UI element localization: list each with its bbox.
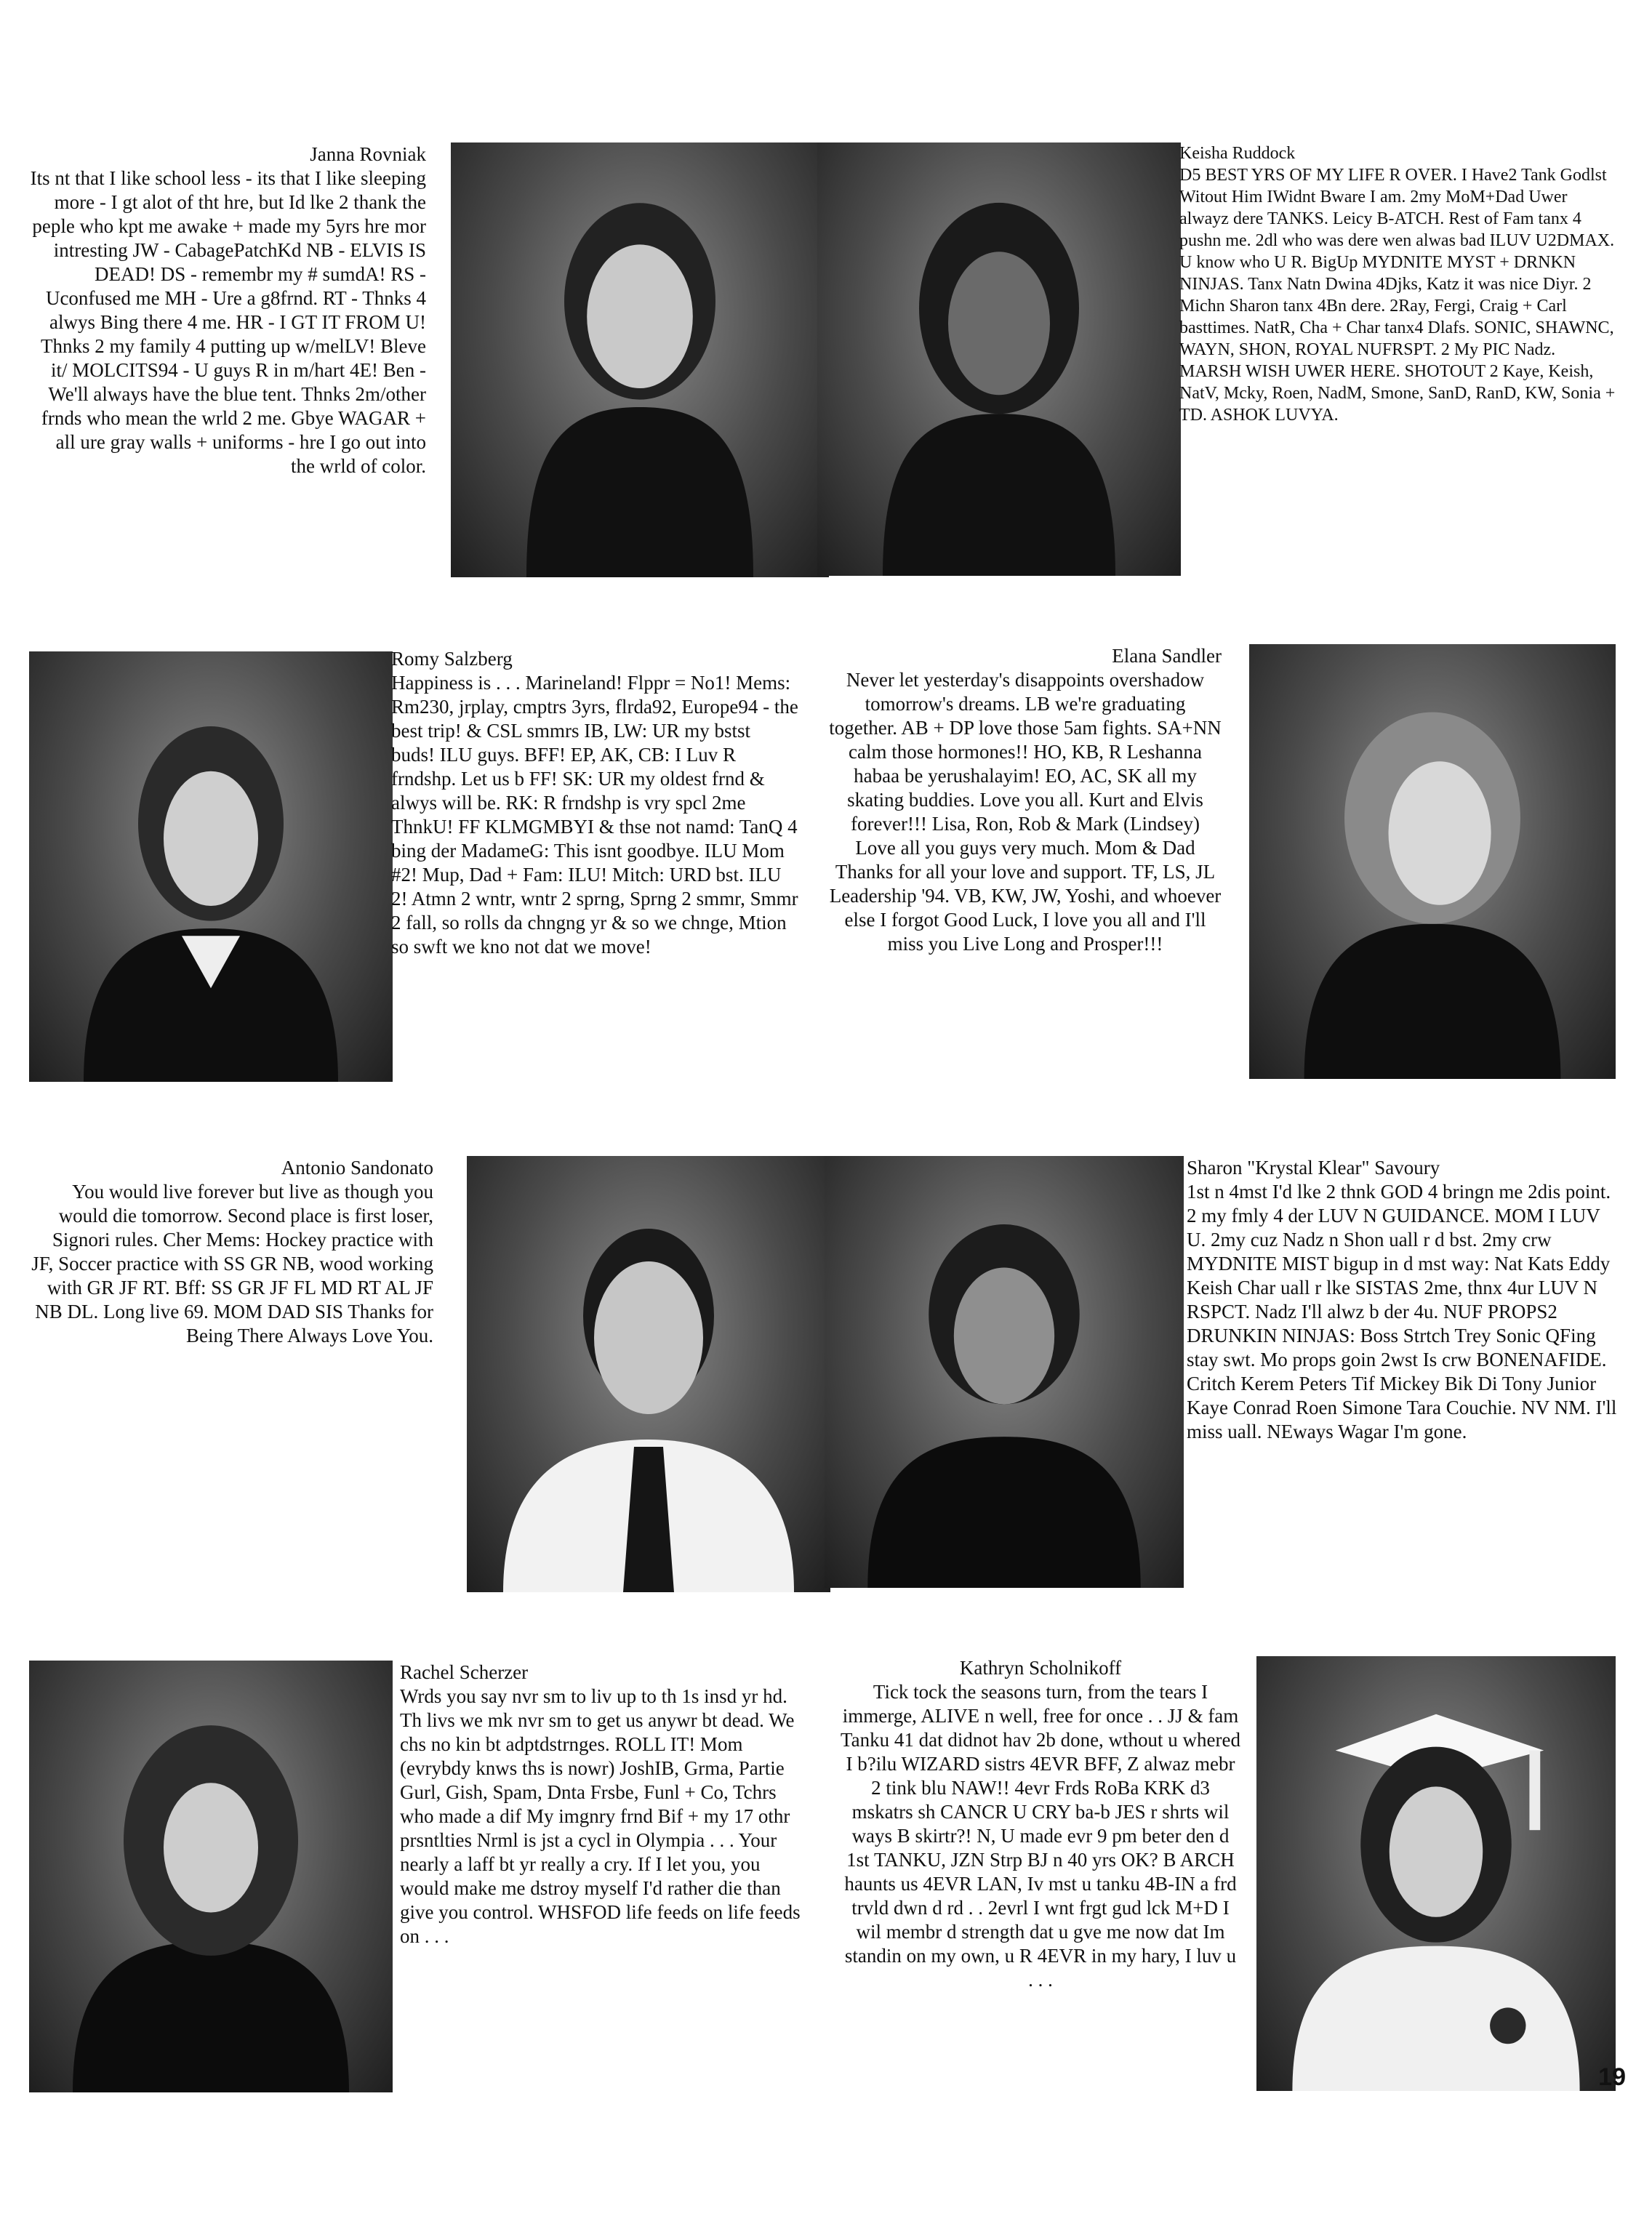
student-blurb-text: D5 BEST YRS OF MY LIFE R OVER. I Have2 Tank Godlst Witout Him IWidnt Bware I am. 2my MoM+Dad Uwer alwayz dere TANKS. Leicy B-ATCH. Rest of Fam tanx 4 pushn me. 2dl who was dere wen alwas bad ILUV U2DMAX. U know who U R. BigUp MYDNITE MYST + DRNKN NINJAS. Tanx Natn Dwina 4Djks, Katz it was nice Diyr. 2 Michn Sharon tanx 4Bn dere. 2Ray, Fergi, Craig + Carl basttimes. NatR, Cha + Char tanx4 Dlafs. SONIC, SHAWNC, WAYN, SHON, ROYAL NUFRSPT. 2 My PIC Nadz. MARSH WISH UWER HERE. SHOTOUT 2 Kaye, Keish, NatV, Mcky, Roen, NadM, Smone, SanD, RanD, KW, Sonia + TD. ASHOK LUVYA. [1179,166,1616,425]
student-blurb-text: Tick tock the seasons turn, from the tears I immerge, ALIVE n well, free for once . . JJ & fam Tanku 41 dat didnot hav 2b done, wthout u whered I b?ilu WIZARD sistrs 4EVR BFF, Z alwaz mebr 2 tink blu NAW!! 4evr Frds RoBa KRK d3 mskatrs sh CANCR U CRY ba-b JES r shrts wil ways B skirtr?! N, U made evr 9 pm beter den d 1st TANKU, JZN Strp BJ n 40 yrs OK? B ARCH haunts us 4EVR LAN, Iv mst u tanku 4B-IN a frd trvld dwn d rd . . 2evrl I wnt frgt gud lck M+D I wil membr d strength dat u gve me now dat Im standin on my own, u R 4EVR in my hary, I luv u . . . [841,1681,1241,1991]
student-name: Antonio Sandonato [281,1157,433,1179]
portrait-sharon-savoury [825,1156,1184,1588]
portrait-silhouette [29,651,393,1082]
student-name: Romy Salzberg [391,648,513,670]
student-blurb-text: Its nt that I like school less - its that I like sleeping more - I gt alot of tht hre, but Id lke 2 thank the peple who kpt me awake + made my 5yrs hre mor intresting JW - CabagePatchKd NB - ELVIS IS DEAD! DS - remembr my # sumdA! RS - Uconfused me MH - Ure a g8frnd. RT - Thnks 4 alwys Bing there 4 me. HR - I GT IT FROM U! Thnks 2 my family 4 putting up w/melLV! Bleve it/ MOLCITS94 - U guys R in m/hart 4E! Ben - We'll always have the blue tent. Thnks 2m/other frnds who mean the wrld 2 me. Gbye WAGAR + all ure gray walls + uniforms - hre I go out into the wrld of color. [30,167,426,477]
portrait-antonio-sandonato [467,1156,830,1592]
student-name: Keisha Ruddock [1179,144,1296,163]
portrait-silhouette [1256,1656,1616,2091]
portrait-silhouette [817,142,1181,576]
blurb-sharon-savoury [1187,1156,1623,1444]
student-blurb-text: You would live forever but live as though you would die tomorrow. Second place is first loser, Signori rules. Cher Mems: Hockey practice with JF, Soccer practice with SS GR NB, wood working with GR JF RT. Bff: SS GR JF FL MD RT AL JF NB DL. Long live 69. MOM DAD SIS Thanks for Being There Always Love You. [31,1181,433,1346]
student-name: Sharon "Krystal Klear" Savoury [1187,1157,1440,1179]
student-name: Kathryn Scholnikoff [959,1657,1122,1679]
blurb-romy-salzberg [391,647,798,959]
portrait-romy-salzberg [29,651,393,1082]
blurb-antonio-sandonato [29,1156,433,1348]
portrait-silhouette [1249,644,1616,1079]
student-name: Elana Sandler [1112,645,1222,667]
student-blurb-text: 1st n 4mst I'd lke 2 thnk GOD 4 bringn me 2dis point. 2 my fmly 4 der LUV N GUIDANCE. MOM I LUV U. 2my cuz Nadz n Shon uall r d bst. 2my crw MYDNITE MIST bigup in d mst way: Nat Kats Eddy Keish Char uall r lke SISTAS 2me, thnx 4ur LUV N RSPCT. Nadz I'll alwz b der 4u. NUF PROPS2 DRUNKIN NINJAS: Boss Strtch Trey Sonic QFing stay swt. Mo props goin 2wst Is crw BONENAFIDE. Critch Kerem Peters Tif Mickey Bik Di Tony Junior Kaye Conrad Roen Simone Tara Couchie. NV NM. I'll miss uall. NEways Wagar I'm gone. [1187,1181,1617,1442]
student-blurb-text: Never let yesterday's disappoints overshadow tomorrow's dreams. LB we're graduating together. AB + DP love those 5am fights. SA+NN calm those hormones!! HO, KB, R Leshanna habaa be yerushalayim! EO, AC, SK all my skating buddies. Love you all. Kurt and Elvis forever!!! Lisa, Ron, Rob & Mark (Lindsey) Love all you guys very much. Mom & Dad Thanks for all your love and support. TF, LS, JL Leadership '94. VB, KW, JW, Yoshi, and whoever else I forgot Good Luck, I love you all and I'll miss you Live Long and Prosper!!! [829,669,1222,955]
blurb-elana-sandler [829,644,1222,956]
student-blurb-text: Wrds you say nvr sm to liv up to th 1s insd yr hd. Th livs we mk nvr sm to get us anywr bt dead. We chs no kin bt adptdstrnges. ROLL IT! Mom (evrybdy knws ths is nowr) JoshIB, Grma, Partie Gurl, Gish, Spam, Dnta Frsbe, Funl + Co, Tchrs who made a dif My imgnry frnd Bif + my 17 othr prsntlties Nrml is jst a cycl in Olympia . . . Your nearly a laff bt yr really a cry. If I let you, you would make me dstroy myself I'd rather die than give you control. WHSFOD life feeds on life feeds on . . . [400,1685,801,1947]
portrait-kathryn-scholnikoff [1256,1656,1616,2091]
portrait-keisha-ruddock [817,142,1181,576]
student-name: Rachel Scherzer [400,1661,529,1683]
blurb-rachel-scherzer [400,1661,804,1948]
portrait-elana-sandler [1249,644,1616,1079]
page-number: 19 [1598,2063,1626,2091]
portrait-silhouette [825,1156,1184,1588]
portrait-rachel-scherzer [29,1661,393,2092]
portrait-silhouette [467,1156,830,1592]
portrait-silhouette [451,142,829,577]
portrait-janna-rovniak [451,142,829,577]
blurb-kathryn-scholnikoff [841,1656,1240,1992]
blurb-keisha-ruddock [1179,142,1616,426]
portrait-silhouette [29,1661,393,2092]
blurb-janna-rovniak [29,142,426,478]
student-name: Janna Rovniak [310,143,426,165]
student-blurb-text: Happiness is . . . Marineland! Flppr = No1! Mems: Rm230, jrplay, cmptrs 3yrs, flrda92, Europe94 - the best trip! & CSL smmrs IB, LW: UR my bstst buds! ILU guys. BFF! EP, AK, CB: I Luv R frndshp. Let us b FF! SK: UR my oldest frnd & alwys will be. RK: R frndshp is vry spcl 2me ThnkU! FF KLMGMBYI & thse not namd: TanQ 4 bing der MadameG: This isnt goodbye. ILU Mom #2! Mup, Dad + Fam: ILU! Mitch: URD bst. ILU 2! Atmn 2 wntr, wntr 2 sprng, Sprng 2 smmr, Smmr 2 fall, so rolls da chngng yr & so we chnge, Mtion so swft we kno not dat we move! [391,672,798,958]
